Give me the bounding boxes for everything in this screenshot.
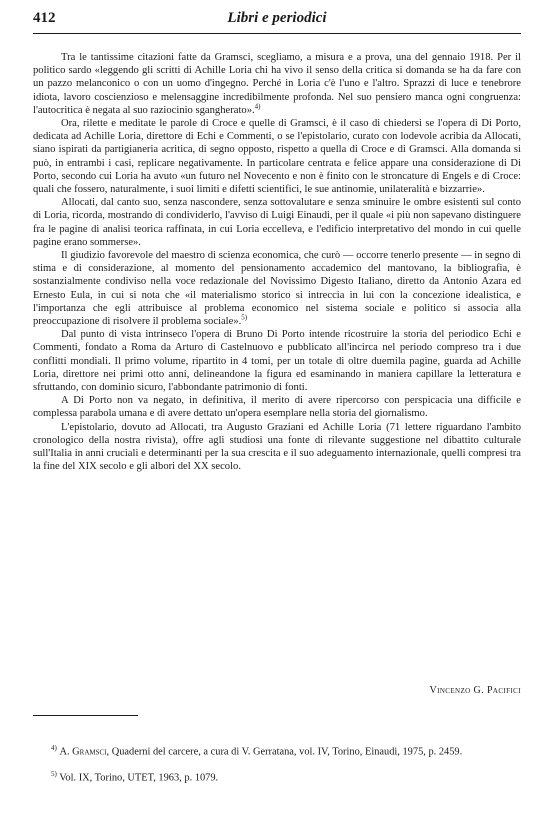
paragraph-text: Dal punto di vista intrinseco l'opera di Bruno Di Porto intende ricostruire la storia del periodico Echi e Commenti, fondato a Roma da Arturo di Castelnuovo e pubblicato all'incirca nel periodo compreso tra i due conflitti mondiali. Il primo volume, ripartito in 4 tomi, per un totale di oltre duemila pagine, guarda ad Achille Loria, direttore nei primi otto anni, delineandone la figura ed esaminando in maniera capillare la letteratura e sfruttando, con dominio sicuro, l'abbondante patrimonio di fonti.	[33, 329, 521, 394]
footnote-ref: 4)	[254, 102, 261, 111]
running-title: Libri e periodici	[227, 10, 327, 26]
paragraph-text: A Di Porto non va negato, in definitiva, il merito di avere ripercorso con perspicacia una difficile e complessa parabola umana e di avere dettato un'opera esemplare nella storia del giornalismo.	[33, 395, 521, 420]
paragraph	[33, 196, 521, 249]
paragraph-text: Il giudizio favorevole del maestro di scienza economica, che curò — occorre tenerlo presente — in segno di stima e di considerazione, al momento del pensionamento accademico del mantovano, la bibliografia, è sostanzialmente condiviso nella voce redazionale del Novissimo Digesto Italiano, diretto da Antonio Azara ed Ernesto Eula, in cui si nota che «il materialismo storico si intreccia in lui con la concezione idealistica, e l'importanza che egli attribuisce al problema economico nel sistema sociale e politico si associa alla preoccupazione di risolvere il problema sociale».	[33, 250, 521, 328]
page-number: 412	[33, 10, 56, 26]
footnote-text: Quaderni del carcere, a cura di V. Gerratana, vol. IV, Torino, Einaudi, 1975, p. 2459.	[109, 746, 463, 758]
paragraph	[33, 51, 521, 117]
paragraph	[33, 328, 521, 394]
footnote-number: 4)	[51, 744, 57, 752]
header-rule	[33, 33, 521, 34]
paragraph	[33, 117, 521, 196]
paragraph-text: Ora, rilette e meditate le parole di Croce e quelle di Gramsci, è il caso di chiedersi se l'opera di Di Porto, dedicata ad Achille Loria, direttore di Echi e Commenti, o se l'epistolario, curato con lodevole acribia da Allocati, siano ispirati da partigianeria acritica, di segno opposto, rispetto a quella di Croce e di Gramsci. Alla domanda si può, in entrambi i casi, replicare negativamente. In particolare centrata e felice appare una considerazione di Di Porto, secondo cui Loria ha avuto «un futuro nel Novecento e non è finito con le stroncature di Engels e di Croce: quali che fossero, naturalmente, i suoi limiti e difetti scientifici, le sue antinomie, unilateralità e bizzarrie».	[33, 118, 521, 196]
article-body	[33, 51, 521, 474]
author-signature: Vincenzo G. Pacifici	[429, 685, 521, 696]
footnote-text: Vol. IX, Torino, UTET, 1963, p. 1079.	[59, 772, 219, 784]
footnote-number: 5)	[51, 770, 57, 779]
paragraph	[33, 394, 521, 420]
footnotes	[33, 741, 521, 794]
paragraph	[33, 421, 521, 474]
footnote-rule	[33, 715, 138, 716]
paragraph-text: L'epistolario, dovuto ad Allocati, tra Augusto Graziani ed Achille Loria (71 lettere riguardano l'ambito cronologico della nostra rivista), offre agli studiosi una fonte di rilevante suggestione nel dibattito culturale sull'Italia in anni cruciali e determinanti per la sua crescita e il suo adeguamento internazionale, quelli compresi tra la fine del XIX secolo e gli albori del XX secolo.	[33, 421, 521, 473]
paragraph-text: Allocati, dal canto suo, senza nascondere, senza sottovalutare e senza sminuire le ombre esistenti sul conto di Loria, ricorda, mostrando di condividerlo, l'avviso di Luigi Einaudi, per il quale «i più non sapevano distinguere fra le pagine di analisi teorica raffinata, in cui Loria eccelleva, e l'edificio interpretativo del mondo in cui quelle pagine erano sommerse».	[33, 197, 521, 248]
page-header	[33, 10, 521, 30]
paragraph	[33, 249, 521, 328]
footnote-author: A. Gramsci,	[59, 746, 110, 758]
footnote-ref: 5)	[241, 313, 248, 322]
footnote	[33, 767, 521, 785]
footnote	[33, 741, 521, 759]
paragraph-text: Tra le tantissime citazioni fatte da Gramsci, scegliamo, a misura e a prova, una del gennaio 1918. Per il politico sardo «leggendo gli scritti di Achille Loria chi ha vivo il senso della critica si domanda se ha da fare con un pazzo melanconico o con un uomo d'ingegno. Perché in Loria c'è l'uno e l'altro. Sprazzi di luce e tenebrore idiota, lavoro coscienzioso e melensaggine incredibilmente profonda. Nel suo pensiero manca ogni congruenza: l'autocritica è negata al suo raziocinio sgangherato».	[33, 52, 521, 116]
